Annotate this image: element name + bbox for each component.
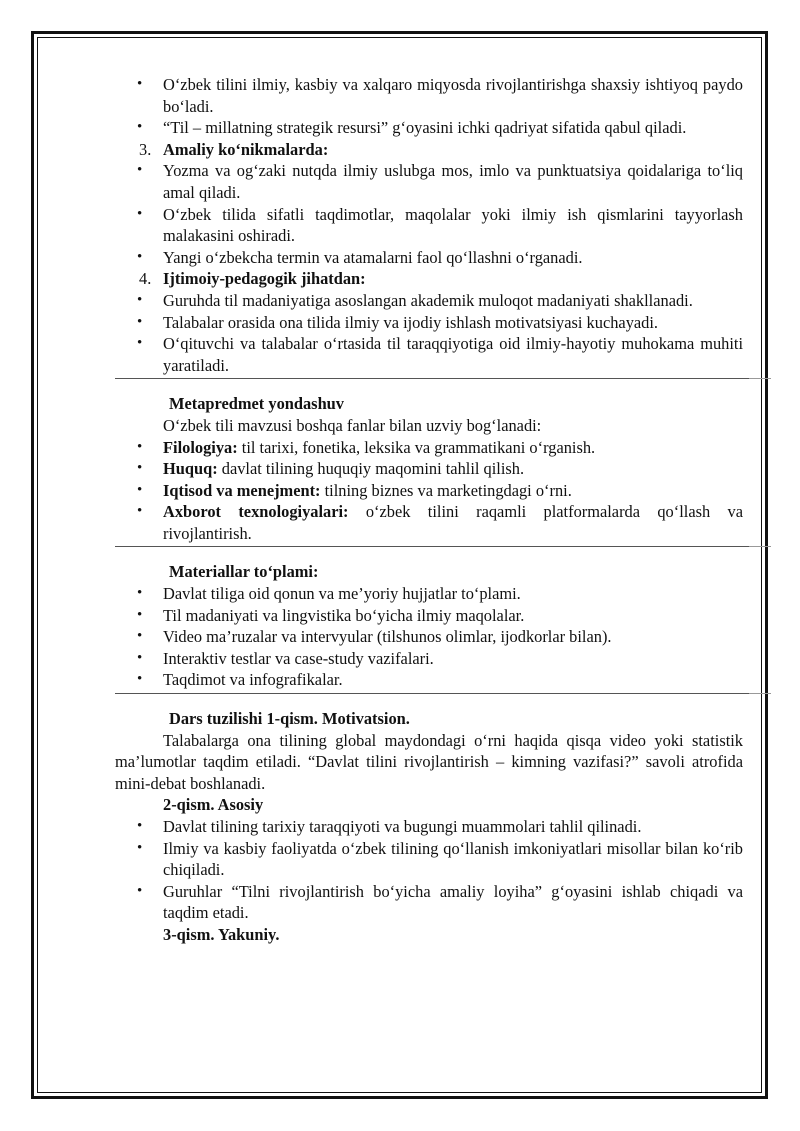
item-text: tilning biznes va marketingdagi o‘rni. [320, 480, 572, 500]
part2-heading: 2-qism. Asosiy [163, 795, 264, 815]
item-text: o‘zbek tilini raqamli platformalarda qo‘llash va rivojlantirish. [163, 502, 743, 543]
list-item: • O‘qituvchi va talabalar o‘rtasida til taraqqiyotiga oid ilmiy-hayotiy muhokama muhiti yaratiladi. [115, 333, 743, 376]
list-item: • Guruhlar “Tilni rivojlantirish bo‘yicha amaliy loyiha” g‘oyasini ishlab chiqadi va taqdim etadi. [115, 881, 743, 924]
list-item: • Til madaniyati va lingvistika bo‘yicha ilmiy maqolalar. [115, 605, 743, 627]
lesson-structure-heading [115, 708, 743, 730]
list-item [115, 437, 743, 459]
list-item: • O‘zbek tilini ilmiy, kasbiy va xalqaro miqyosda rivojlantirishga shaxsiy ishtiyoq paydo bo‘ladi. [115, 74, 743, 117]
metapredmet-list [115, 437, 743, 545]
list-item [115, 501, 743, 544]
horizontal-rule [115, 693, 769, 694]
list-item [115, 458, 743, 480]
list-item: • O‘zbek tilida sifatli taqdimotlar, maqolalar yoki ilmiy ish qismlarini tayyorlash malakasini oshiradi. [115, 204, 743, 247]
part2-list [115, 816, 743, 924]
item-text: til tarixi, fonetika, leksika va grammatikani o‘rganish. [237, 437, 596, 457]
list-item [115, 480, 743, 502]
metapredmet-heading [115, 393, 743, 415]
heading-text: Metapredmet yondashuv [169, 394, 344, 414]
section-number: 4. [139, 269, 152, 289]
item-text: davlat tilining huquqiy maqomini tahlil qilish. [217, 459, 525, 479]
section-title: Amaliy ko‘nikmalarda: [163, 139, 329, 159]
materials-list [115, 583, 743, 691]
section-social-pedagogical [115, 268, 743, 290]
document-body [115, 74, 743, 946]
list-item: • Talabalar orasida ona tilida ilmiy va ijodiy ishlash motivatsiyasi kuchayadi. [115, 312, 743, 334]
section-number: 3. [139, 139, 152, 159]
motivation-paragraph: Talabalarga ona tilining global maydondagi o‘rni haqida qisqa video yoki statistik ma’lumotlar taqdim etiladi. “Davlat tilini rivojlantirish – kimning vazifasi?” savoli atrofida mini-debat boshlanadi. [115, 730, 743, 793]
list-item: • Yozma va og‘zaki nutqda ilmiy uslubga mos, imlo va punktuatsiya qoidalariga to‘liq amal qiladi. [115, 160, 743, 203]
item-label: Axborot texnologiyalari: [163, 502, 349, 522]
part3-heading: 3-qism. Yakuniy. [163, 924, 280, 944]
list-item: • Taqdimot va infografikalar. [115, 669, 743, 691]
materials-heading [115, 561, 743, 583]
metapredmet-intro: O‘zbek tili mavzusi boshqa fanlar bilan uzviy bog‘lanadi: [163, 415, 542, 435]
heading-text: Materiallar to‘plami: [169, 562, 319, 582]
horizontal-rule [115, 546, 769, 547]
section-practical-skills [115, 139, 743, 161]
list-item: • Davlat tilining tarixiy taraqqiyoti va bugungi muammolari tahlil qilinadi. [115, 816, 743, 838]
horizontal-rule [115, 378, 769, 379]
item-label: Filologiya: [163, 437, 238, 457]
social-pedagogical-list [115, 290, 743, 376]
list-item: • Interaktiv testlar va case-study vazifalari. [115, 648, 743, 670]
list-item: • Video ma’ruzalar va intervyular (tilshunos olimlar, ijodkorlar bilan). [115, 626, 743, 648]
outcomes-list-top [115, 74, 743, 139]
list-item: • Yangi o‘zbekcha termin va atamalarni faol qo‘llashni o‘rganadi. [115, 247, 743, 269]
practical-skills-list [115, 160, 743, 268]
list-item: • Ilmiy va kasbiy faoliyatda o‘zbek tilining qo‘llanish imkoniyatlari misollar bilan ko‘rib chiqiladi. [115, 838, 743, 881]
section-title: Ijtimoiy-pedagogik jihatdan: [163, 269, 366, 289]
item-label: Iqtisod va menejment: [163, 480, 321, 500]
list-item: • “Til – millatning strategik resursi” g‘oyasini ichki qadriyat sifatida qabul qiladi. [115, 117, 743, 139]
list-item: • Guruhda til madaniyatiga asoslangan akademik muloqot madaniyati shakllanadi. [115, 290, 743, 312]
heading-text: Dars tuzilishi 1-qism. Motivatsion. [169, 709, 410, 729]
list-item: • Davlat tiliga oid qonun va me’yoriy hujjatlar to‘plami. [115, 583, 743, 605]
item-label: Huquq: [163, 459, 218, 479]
